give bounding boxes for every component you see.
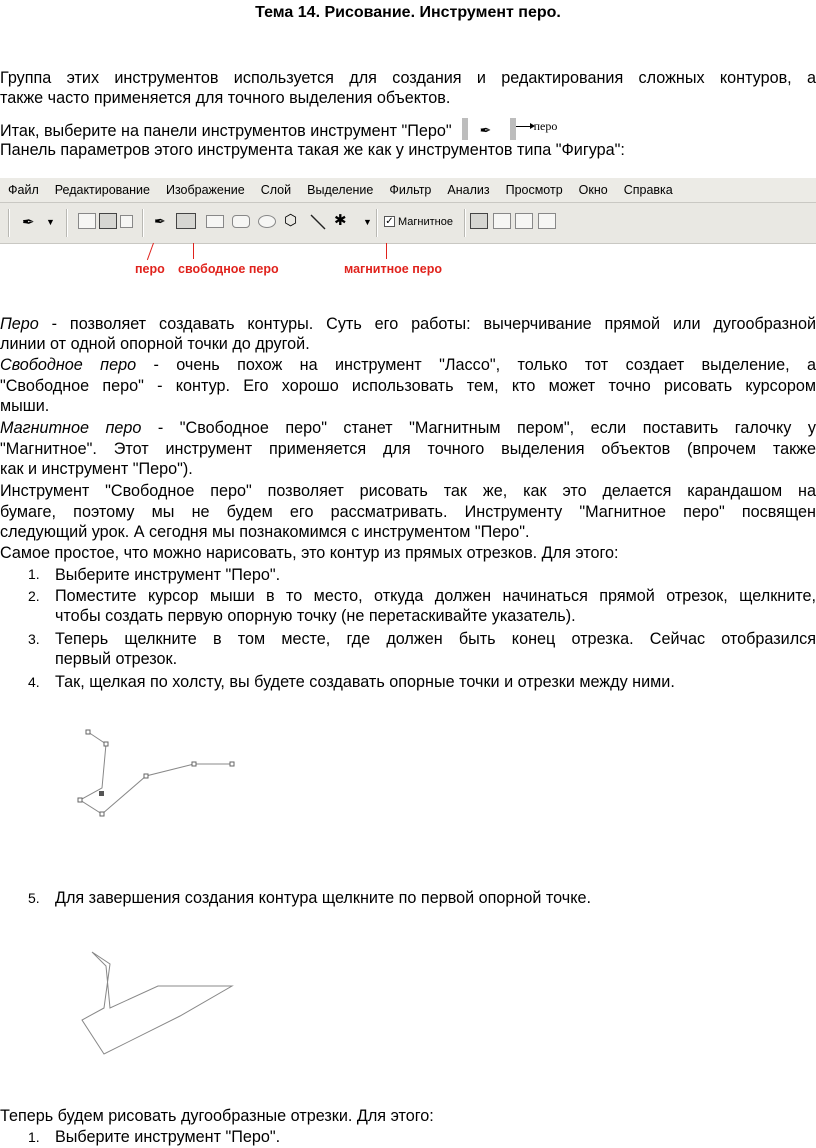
pen-definition-line-1 [0,314,816,334]
freeform-pen-icon[interactable] [176,213,196,229]
curve-step-1: Выберите инструмент "Перо". [55,1128,281,1146]
curves-intro: Теперь будем рисовать дугообразные отрезки. Для этого: [0,1107,434,1125]
chevron-down-icon[interactable]: ▼ [46,217,55,227]
closed-path-illustration [60,948,240,1060]
freeform-note-line-1: Инструмент "Свободное перо" позволяет рисовать так же, как это делается карандашом на [0,482,816,500]
options-toolbar [0,202,816,244]
magnetic-checkbox[interactable]: ✓ [385,216,394,227]
pen-term: Перо [0,315,39,333]
simple-path-intro: Самое простое, что можно нарисовать, это контур из прямых отрезков. Для этого: [0,544,619,562]
annotation-freeform: свободное перо [178,262,279,276]
step-5: Для завершения создания контура щелкните по первой опорной точке. [55,889,591,907]
freeform-note-line-2: бумаге, поэтому мы не будем его рассматривать. Инструменту "Магнитное перо" посвящен [0,503,816,521]
polygon-icon[interactable]: ⬡ [284,212,298,229]
app-menubar [0,178,816,202]
annotation-arrow-freeform [193,243,194,259]
freeform-definition-line-3: мыши. [0,397,50,415]
line-icon[interactable] [310,214,326,230]
menu-select[interactable]: Выделение [307,183,374,197]
magnetic-definition-line-3: как и инструмент "Перо"). [0,460,193,478]
freeform-term: Свободное перо [0,356,137,374]
magnetic-definition-text: - "Свободное перо" станет "Магнитным пером", если поставить галочку у [141,419,816,437]
step-2-line-2: чтобы создать первую опорную точку (не перетаскивайте указатель). [55,607,576,625]
path-add-button[interactable] [470,213,488,229]
step-number: 1. [28,566,40,582]
page-title: Тема 14. Рисование. Инструмент перо. [255,4,561,21]
intro-line-1: Группа этих инструментов используется для создания и редактирования сложных контуров, а [0,69,816,87]
annotation-pen: перо [135,262,165,276]
intro-select-text: Итак, выберите на панели инструментов инструмент "Перо" [0,122,452,140]
step-1: Выберите инструмент "Перо". [55,566,281,584]
menu-file[interactable]: Файл [8,183,39,197]
intro-line-2: также часто применяется для точного выделения объектов. [0,89,451,107]
magnetic-term: Магнитное перо [0,419,142,437]
menu-image[interactable]: Изображение [165,183,245,197]
freeform-note-line-3: следующий урок. А сегодня мы познакомимся с инструментом "Перо". [0,523,530,541]
menu-analysis[interactable]: Анализ [447,183,490,197]
path-intersect-button[interactable] [515,213,533,229]
step-number: 4. [28,674,40,690]
pen-icon: ✒ [479,122,492,138]
step-number: 1. [28,1129,40,1145]
step-number: 2. [28,588,40,604]
pen-tool-inline-image [456,118,556,140]
menu-view[interactable]: Просмотр [505,183,563,197]
rectangle-icon[interactable] [206,215,224,228]
pen-label: перо [533,119,558,133]
menu-edit[interactable]: Редактирование [54,183,150,197]
fill-pixels-button[interactable] [120,215,133,228]
path-subtract-button[interactable] [493,213,511,229]
freeform-definition-line-1 [0,355,816,375]
custom-shape-icon[interactable]: ✱ [334,212,347,229]
shape-layers-button[interactable] [78,213,96,229]
pen-definition-text: - позволяет создавать контуры. Суть его работы: вычерчивание прямой или дугообразной [38,315,816,333]
annotation-arrow-magnetic [386,243,387,259]
tool-preset-pen-icon[interactable]: ✒ [22,214,35,231]
step-number: 3. [28,631,40,647]
ellipse-icon[interactable] [258,215,276,228]
open-path-illustration [70,724,240,824]
step-2-line-1: Поместите курсор мыши в то место, откуда должен начинаться прямой отрезок, щелкните, [55,587,816,605]
step-3-line-2: первый отрезок. [55,650,178,668]
step-4: Так, щелкая по холсту, вы будете создавать опорные точки и отрезки между ними. [55,673,675,691]
chevron-down-icon[interactable]: ▼ [363,217,372,227]
path-exclude-button[interactable] [538,213,556,229]
menu-layer[interactable]: Слой [260,183,292,197]
menu-help[interactable]: Справка [623,183,673,197]
freeform-definition-line-2: "Свободное перо" - контур. Его хорошо использовать тем, кто может точно рисовать курсором [0,377,816,395]
magnetic-label: Магнитное [398,216,453,228]
paths-button[interactable] [99,213,117,229]
freeform-definition-text: - очень похож на инструмент "Лассо", только тот создает выделение, а [136,356,816,374]
magnetic-definition-line-2: "Магнитное". Этот инструмент применяется для точного выделения объектов (впрочем также [0,440,816,458]
step-3-line-1: Теперь щелкните в том месте, где должен быть конец отрезка. Сейчас отобразился [55,630,816,648]
pen-definition-line-2: линии от одной опорной точки до другой. [0,335,310,353]
annotation-arrow-pen [147,243,154,260]
intro-line-4: Панель параметров этого инструмента такая же как у инструментов типа "Фигура": [0,141,625,159]
menu-filter[interactable]: Фильтр [389,183,432,197]
step-number: 5. [28,890,40,906]
rounded-rect-icon[interactable] [232,215,250,228]
magnetic-definition-line-1 [0,418,816,438]
menu-window[interactable]: Окно [578,183,608,197]
pen-icon[interactable]: ✒ [154,213,166,229]
intro-line-3 [0,118,816,141]
annotation-magnetic: магнитное перо [344,262,442,276]
